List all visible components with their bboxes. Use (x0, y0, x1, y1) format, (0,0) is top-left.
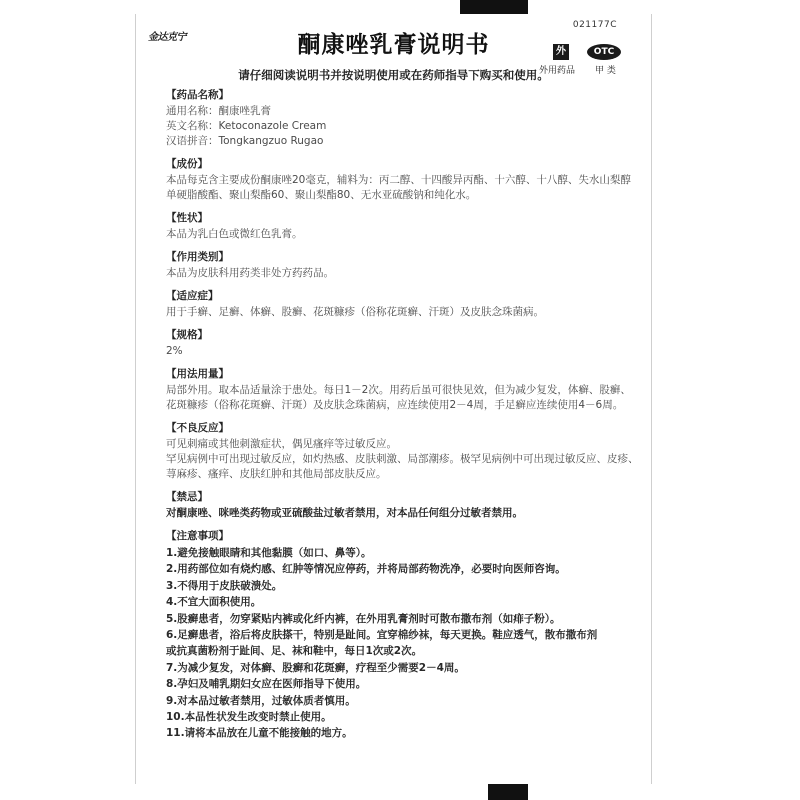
otc-badge: OTC (587, 44, 621, 60)
section (166, 328, 636, 359)
section-text-line: 英文名称：Ketoconazole Cream (166, 120, 327, 132)
section-text-line: 花斑糠疹（俗称花斑癣、汗斑）及皮肤念珠菌病，应连续使用2－4周，手足癣应连续使用4－6周。 (166, 399, 624, 411)
leaflet-sheet (135, 14, 652, 784)
section-text-line: 对酮康唑、咪唑类药物或亚硫酸盐过敏者禁用，对本品任何组分过敏者禁用。 (166, 507, 523, 519)
section-heading: 【规格】 (166, 329, 208, 341)
section-heading: 【禁忌】 (166, 491, 208, 503)
section (166, 250, 636, 281)
section-heading: 【不良反应】 (166, 422, 229, 434)
section-heading: 【作用类别】 (166, 251, 229, 263)
section-text-line: 2% (166, 345, 183, 357)
section-text-line: 7.为减少复发，对体癣、股癣和花斑癣，疗程至少需要2－4周。 (166, 661, 465, 674)
section-text-line: 10.本品性状发生改变时禁止使用。 (166, 711, 332, 724)
section-text-line: 本品为皮肤科用药类非处方药药品。 (166, 267, 334, 279)
section (166, 529, 636, 742)
bottom-black-mark (488, 784, 528, 800)
section-text-line: 1.避免接触眼睛和其他黏膜（如口、鼻等）。 (166, 547, 372, 559)
otc-class-label: 甲 类 (595, 66, 616, 76)
section-heading: 【性状】 (166, 212, 208, 224)
section-text-line: 通用名称：酮康唑乳膏 (166, 105, 271, 117)
leaflet-content (166, 88, 639, 750)
section-text-line: 本品为乳白色或微红色乳膏。 (166, 228, 303, 240)
section-text-line: 2.用药部位如有烧灼感、红肿等情况应停药，并将局部药物洗净，必要时向医师咨询。 (166, 563, 566, 576)
section-text-line: 本品每克含主要成份酮康唑20毫克，辅料为：丙二醇、十四酸异丙酯、十六醇、十八醇、失水山梨醇 (166, 174, 631, 186)
section-text-line: 11.请将本品放在儿童不能接触的地方。 (166, 727, 353, 740)
subtitle: 请仔细阅读说明书并按说明使用或在药师指导下购买和使用。 (238, 68, 549, 82)
section (166, 367, 636, 413)
section-text-line: 6.足癣患者，浴后将皮肤搽干，特别是趾间。宜穿棉纱袜，每天更换。鞋应透气，散布撒布剂 (166, 629, 598, 642)
page-title: 酮康唑乳膏说明书 (297, 32, 490, 58)
section-text-line: 或抗真菌粉剂于趾间、足、袜和鞋中，每日1次或2次。 (166, 645, 423, 658)
section-text-line: 用于手癣、足癣、体癣、股癣、花斑糠疹（俗称花斑癣、汗斑）及皮肤念珠菌病。 (166, 306, 544, 318)
section-heading: 【药品名称】 (166, 89, 229, 101)
section-text-line: 罕见病例中可出现过敏反应，如灼热感、皮肤刺激、局部潮疹。极罕见病例中可出现过敏反应、皮疹、 (166, 453, 639, 465)
section-heading: 【注意事项】 (166, 530, 229, 542)
section-text-line: 3.不得用于皮肤破溃处。 (166, 579, 283, 592)
section-text-line: 可见刺痛或其他刺激症状，偶见瘙痒等过敏反应。 (166, 438, 397, 450)
section-text-line: 9.对本品过敏者禁用，过敏体质者慎用。 (166, 694, 356, 707)
section-text-line: 4.不宜大面积使用。 (166, 596, 262, 609)
section-text-line: 单硬脂酸酯、聚山梨酯60、聚山梨酯80、无水亚硫酸钠和纯化水。 (166, 189, 477, 201)
section (166, 211, 636, 242)
section (166, 490, 636, 521)
section-heading: 【适应症】 (166, 290, 219, 302)
section-text-line: 局部外用。取本品适量涂于患处。每日1－2次。用药后虽可很快见效，但为减少复发，体癣、股癣、 (166, 384, 631, 396)
section (166, 421, 639, 482)
brand-logo-text: 金达克宁 (148, 32, 186, 43)
section-heading: 【用法用量】 (166, 368, 229, 380)
section-heading: 【成份】 (166, 158, 208, 170)
section-text-line: 汉语拼音：Tongkangzuo Rugao (166, 135, 324, 147)
document-code: 021177C (572, 20, 617, 30)
external-use-badge: 外 (553, 44, 569, 60)
section (166, 157, 636, 203)
section (166, 88, 636, 149)
section-text-line: 5.股癣患者，勿穿紧贴内裤或化纤内裤，在外用乳膏剂时可散布撒布剂（如痱子粉）。 (166, 612, 561, 625)
section (166, 289, 636, 320)
section-text-line: 荨麻疹、瘙痒、皮肤红肿和其他局部皮肤反应。 (166, 468, 387, 480)
section-text-line: 8.孕妇及哺乳期妇女应在医师指导下使用。 (166, 678, 367, 691)
external-use-label: 外用药品 (539, 66, 576, 76)
